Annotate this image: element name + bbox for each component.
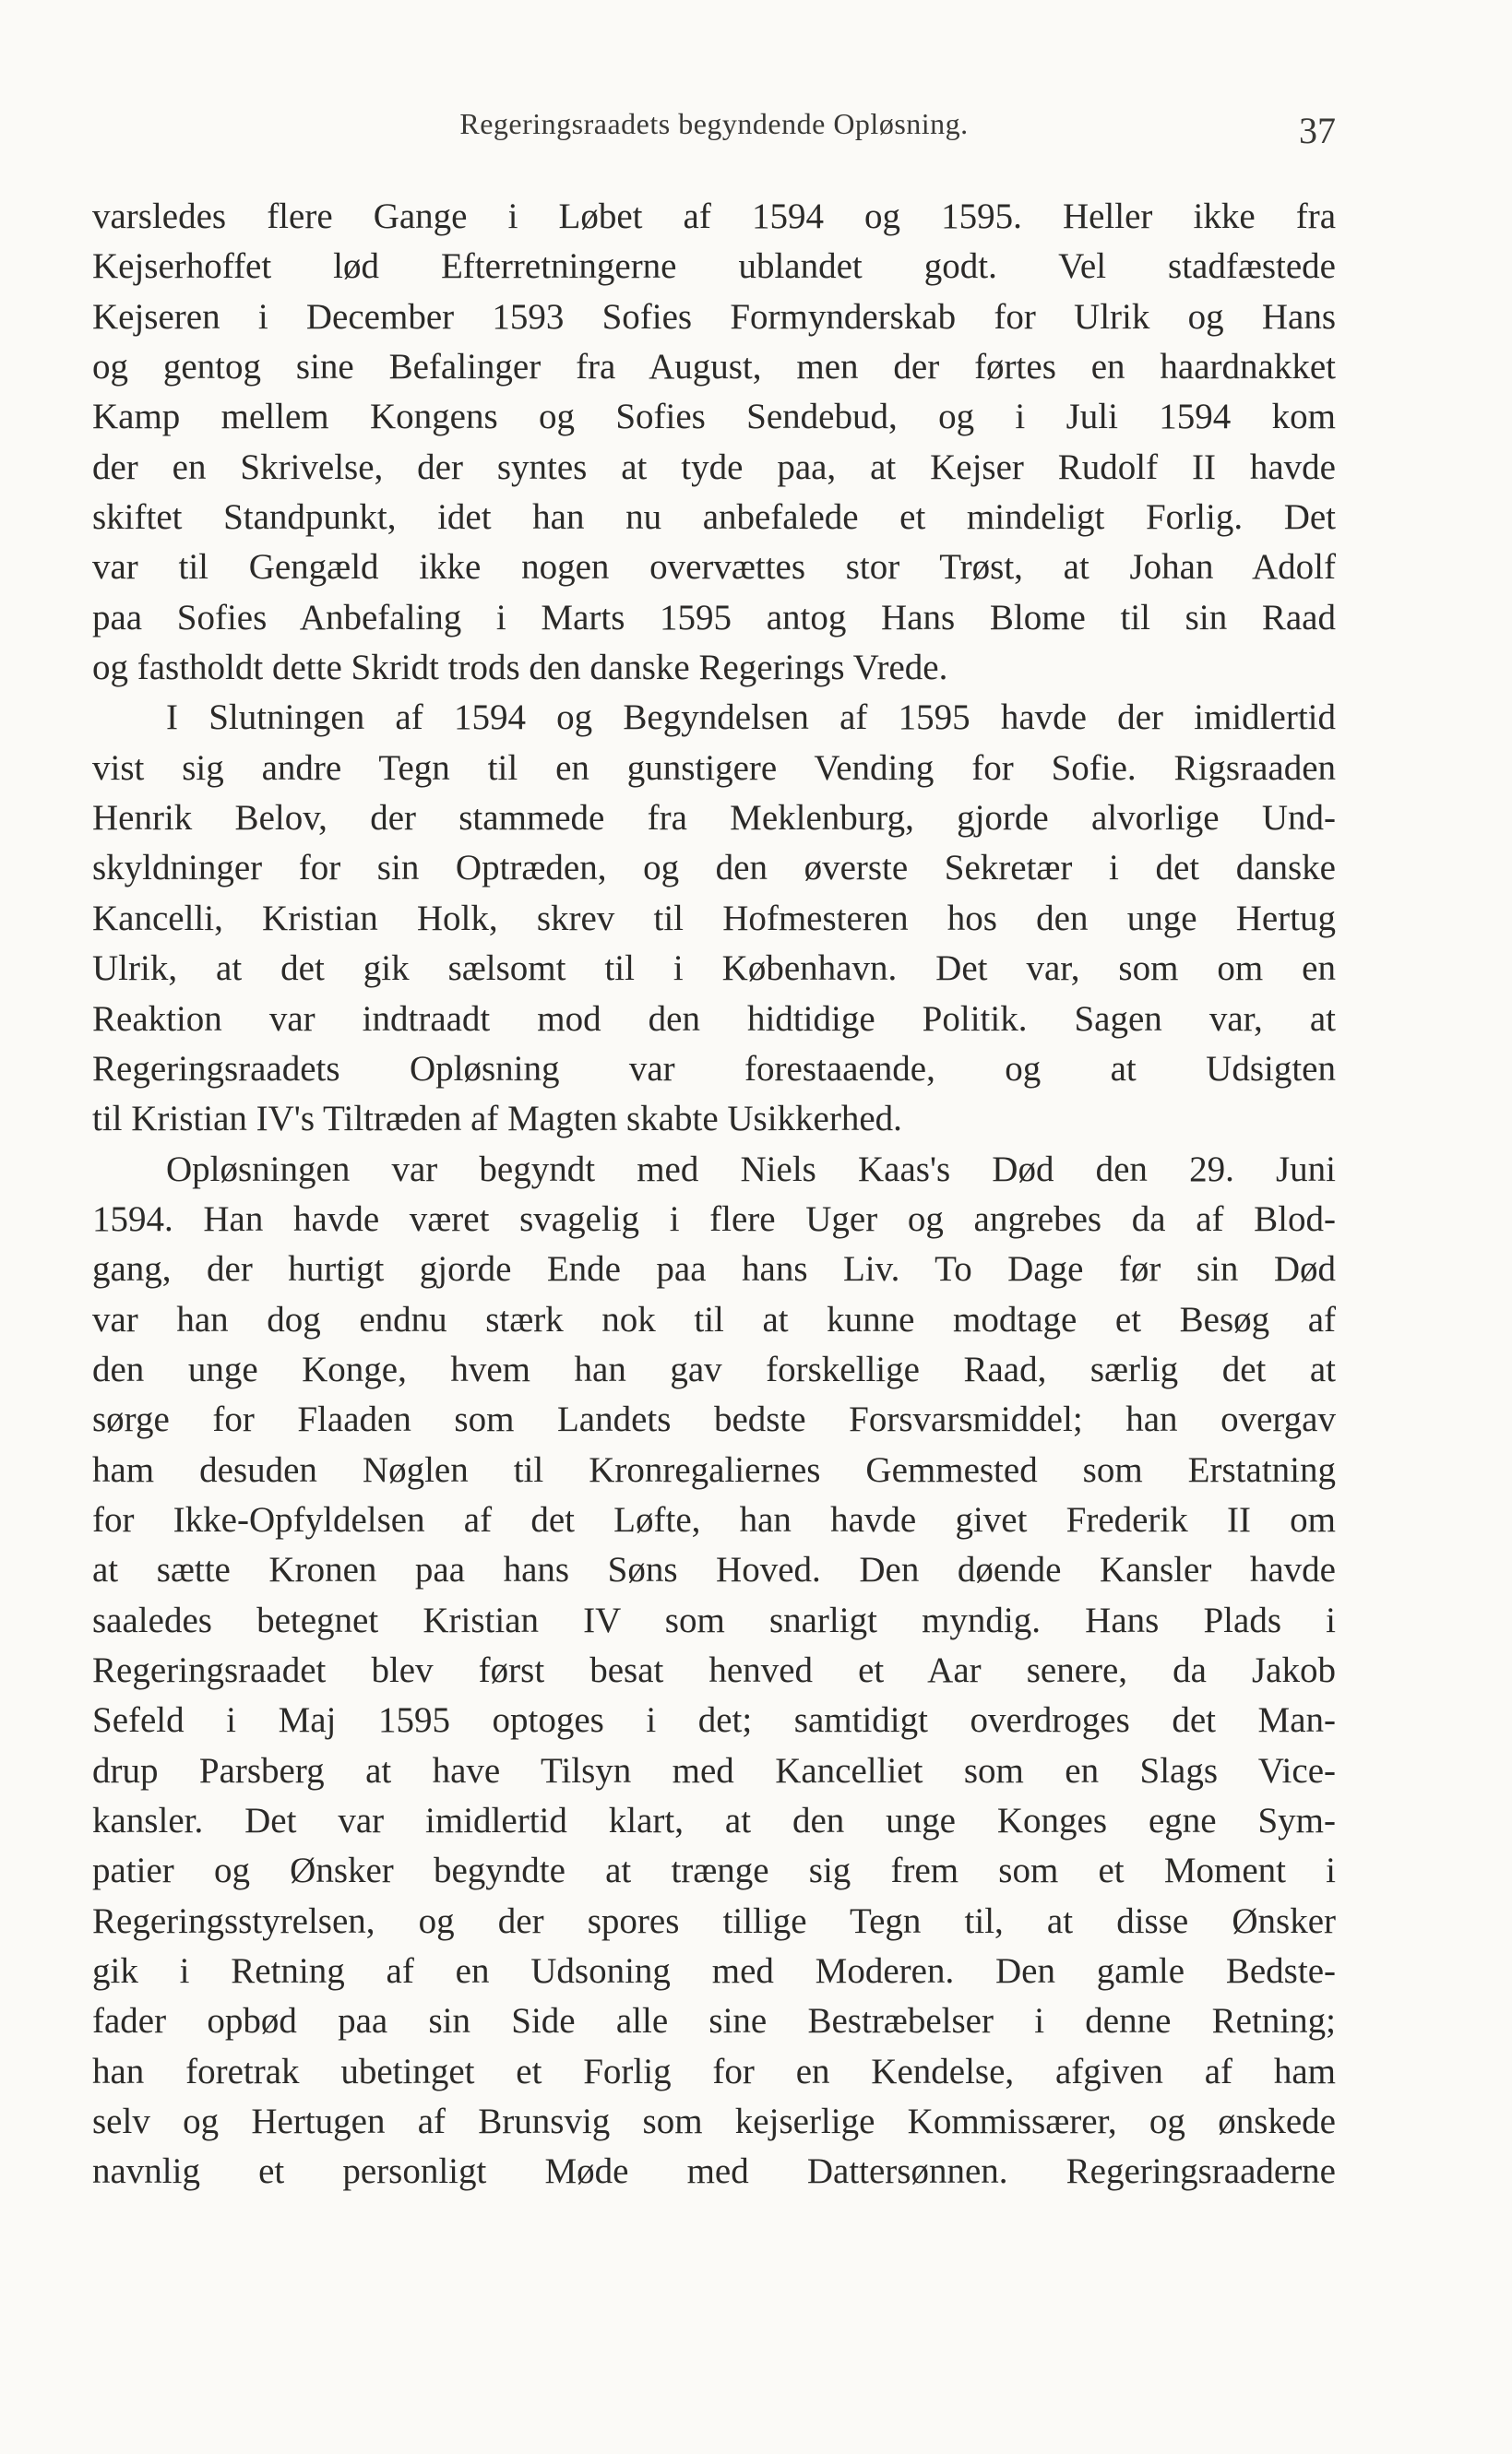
text-line: 1594. Han havde været svagelig i flere Uger og angrebes da af Blod- [92,1198,1336,1239]
text-line: navnlig et personligt Møde med Dattersønnen. Regeringsraaderne [92,2151,1336,2192]
text-line: skiftet Standpunkt, idet han nu anbefalede et mindeligt Forlig. Det [92,497,1336,538]
running-head: Regeringsraadets begyndende Opløsning. [459,107,969,140]
text-line: der en Skrivelse, der syntes at tyde paa, at Kejser Rudolf II havde [92,447,1336,487]
text-line: kansler. Det var imidlertid klart, at den unge Konges egne Sym- [92,1801,1336,1840]
text-line: sørge for Flaaden som Landets bedste Forsvarsmiddel; han overgav [92,1400,1336,1440]
text-line: Kamp mellem Kongens og Sofies Sendebud, og i Juli 1594 kom [92,397,1336,437]
text-line: gik i Retning af en Udsoning med Moderen. Den gamle Bedste- [92,1951,1336,1992]
text-line: skyldninger for sin Optræden, og den øverste Sekretær i det danske [92,848,1336,888]
page-header [92,100,1336,155]
text-line: Regeringsraadet blev først besat henved et Aar senere, da Jakob [92,1650,1336,1690]
text-line: til Kristian IV's Tiltræden af Magten skabte Usikkerhed. [92,1099,902,1139]
body-text [92,192,1336,2198]
text-line: fader opbød paa sin Side alle sine Bestræbelser i denne Retning; [92,2001,1336,2042]
text-line: I Slutningen af 1594 og Begyndelsen af 1595 havde der imidlertid [166,697,1336,738]
text-line: Henrik Belov, der stammede fra Meklenburg, gjorde alvorlige Und- [92,798,1336,839]
text-line: og gentog sine Befalinger fra August, men der førtes en haardnakket [92,347,1336,387]
text-line: Reaktion var indtraadt mod den hidtidige Politik. Sagen var, at [92,998,1336,1039]
text-line: Regeringsstyrelsen, og der spores tillige Tegn til, at disse Ønsker [92,1900,1336,1941]
text-line: Ulrik, at det gik sælsomt til i København. Det var, som om en [92,948,1336,989]
page-number: 37 [1299,110,1336,151]
text-line: Kejseren i December 1593 Sofies Formynderskab for Ulrik og Hans [92,296,1336,337]
text-line: at sætte Kronen paa hans Søns Hoved. Den døende Kansler havde [92,1550,1336,1590]
text-line: var han dog endnu stærk nok til at kunne modtage et Besøg af [92,1299,1336,1340]
text-line: for Ikke-Opfyldelsen af det Løfte, han havde givet Frederik II om [92,1499,1336,1540]
text-line: Sefeld i Maj 1595 optoges i det; samtidigt overdroges det Man- [92,1700,1336,1741]
text-line: han foretrak ubetinget et Forlig for en Kendelse, afgiven af ham [92,2051,1336,2091]
text-line: vist sig andre Tegn til en gunstigere Vending for Sofie. Rigsraaden [92,747,1336,788]
text-line: patier og Ønsker begyndte at trænge sig frem som et Moment i [92,1851,1336,1891]
text-line: gang, der hurtigt gjorde Ende paa hans Liv. To Dage før sin Død [92,1249,1336,1290]
text-line: var til Gengæld ikke nogen overvættes stor Trøst, at Johan Adolf [92,547,1336,588]
text-line: selv og Hertugen af Brunsvig som kejserlige Kommissærer, og ønskede [92,2102,1336,2142]
text-line: og fastholdt dette Skridt trods den danske Regerings Vrede. [92,648,948,688]
text-line: den unge Konge, hvem han gav forskellige Raad, særlig det at [92,1349,1336,1389]
text-line: varsledes flere Gange i Løbet af 1594 og 1595. Heller ikke fra [92,197,1336,236]
text-line: Opløsningen var begyndt med Niels Kaas's Død den 29. Juni [166,1149,1336,1189]
text-line: paa Sofies Anbefaling i Marts 1595 antog Hans Blome til sin Raad [92,597,1336,637]
text-line: Kancelli, Kristian Holk, skrev til Hofmesteren hos den unge Hertug [92,898,1336,938]
text-line: Regeringsraadets Opløsning var forestaaende, og at Udsigten [92,1048,1336,1089]
text-line: drup Parsberg at have Tilsyn med Kancelliet som en Slags Vice- [92,1750,1336,1791]
text-line: ham desuden Nøglen til Kronregaliernes Gemmested som Erstatning [92,1449,1336,1490]
text-line: Kejserhoffet lød Efterretningerne ublandet godt. Vel stadfæstede [92,246,1336,287]
text-line: saaledes betegnet Kristian IV som snarligt myndig. Hans Plads i [92,1600,1336,1640]
